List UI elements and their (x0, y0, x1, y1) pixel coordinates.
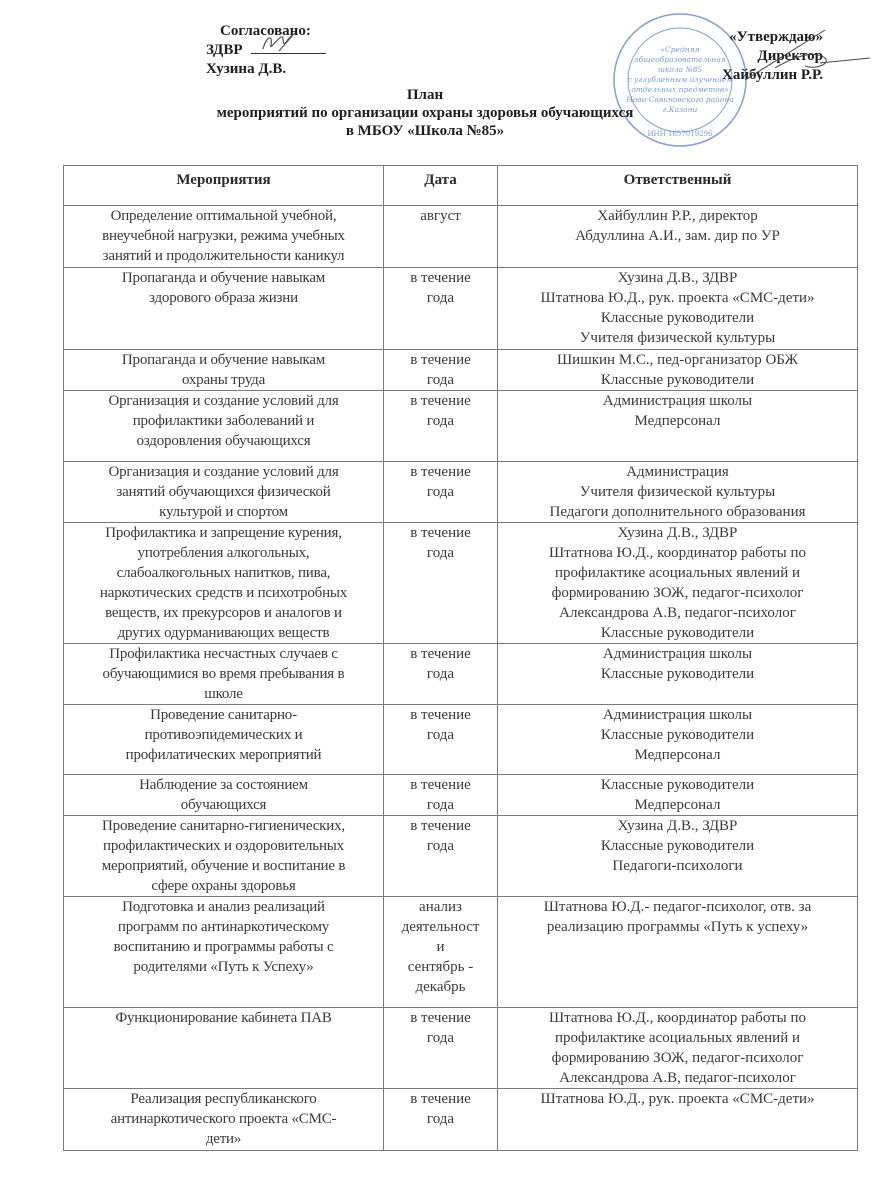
activity-cell-line: Организация и создание условий для (108, 464, 339, 480)
responsible-cell-line: профилактике асоциальных явлений и (554, 565, 801, 581)
activity-cell (64, 206, 384, 268)
responsible-cell-line: Классные руководители (600, 727, 755, 743)
activity-cell (64, 705, 384, 775)
activity-cell-line: Профилактика и запрещение курения, (105, 525, 342, 541)
date-cell-line: года (426, 727, 455, 743)
table-row (64, 644, 858, 705)
activity-cell-line: Профилактика несчастных случаев с (109, 646, 338, 662)
responsible-cell-line: Хузина Д.В., ЗДВР (617, 270, 738, 286)
responsible-cell-line: Штатнова Ю.Д., координатор работы по (548, 545, 807, 561)
date-cell-line: в течение (410, 646, 471, 662)
header-date: Дата (384, 166, 498, 206)
activity-cell-line: Подготовка и анализ реализаций (122, 899, 325, 915)
date-cell-line: в течение (410, 777, 471, 793)
approval-left-position-row (206, 41, 326, 60)
activity-cell-line: Организация и создание условий для (108, 393, 339, 409)
activity-cell-line: занятий и продолжительности каникул (102, 248, 345, 264)
table-body (64, 206, 858, 1151)
date-cell-line: года (426, 484, 455, 500)
responsible-cell-line: формированию ЗОЖ, педагог-психолог (551, 1050, 804, 1066)
date-cell (384, 775, 498, 816)
responsible-cell-line: Педагоги дополнительного образования (549, 504, 806, 520)
signature-icon (735, 28, 875, 88)
header-activities: Мероприятия (64, 166, 384, 206)
approval-right-label: «Утверждаю» (729, 29, 823, 45)
activity-cell-line: школе (204, 686, 243, 702)
stamp-line-6: Ново-Савиновского района (626, 95, 734, 104)
activity-cell-line: родителями «Путь к Успеху» (133, 959, 314, 975)
date-cell (384, 268, 498, 350)
header-responsible: Ответственный (498, 166, 858, 206)
activity-cell-line: обучающихся (180, 797, 267, 813)
responsible-cell-line: Классные руководители (600, 372, 755, 388)
activity-cell-line: мероприятий, обучение и воспитание в (101, 858, 346, 874)
activity-cell-line: занятий обучающихся физической (116, 484, 331, 500)
responsible-cell-line: Учителя физической культуры (579, 484, 776, 500)
responsible-cell (498, 775, 858, 816)
date-cell-line: в течение (410, 1091, 471, 1107)
table-row (64, 462, 858, 523)
title-line-1: План (406, 87, 444, 103)
activity-cell-line: здорового образа жизни (149, 290, 298, 306)
table-row (64, 1008, 858, 1089)
responsible-cell-line: Штатнова Ю.Д.- педагог-психолог, отв. за (543, 899, 812, 915)
responsible-cell (498, 897, 858, 1008)
approval-right-name: Хайбуллин Р.Р. (722, 67, 823, 83)
date-cell-line: декабрь (415, 979, 466, 995)
responsible-cell (498, 1008, 858, 1089)
activity-cell-line: профилактики заболеваний и (132, 413, 315, 429)
activity-cell-line: профилатических мероприятий (125, 747, 322, 763)
date-cell (384, 391, 498, 462)
date-cell (384, 644, 498, 705)
date-cell-line: анализ (419, 899, 462, 915)
approval-block-left (206, 22, 326, 79)
approval-right-position: Директор (757, 48, 823, 64)
activity-cell-line: Проведение санитарно- (150, 707, 297, 723)
activity-cell-line: охраны труда (181, 372, 266, 388)
table-row (64, 391, 858, 462)
date-cell-line: в течение (410, 393, 471, 409)
activity-cell-line: Наблюдение за состоянием (139, 777, 308, 793)
responsible-cell-line: Штатнова Ю.Д., рук. проекта «СМС-дети» (540, 290, 815, 306)
table-row (64, 350, 858, 391)
approval-left-label: Согласовано: (220, 23, 311, 39)
activity-cell-line: профилактических и оздоровительных (103, 838, 344, 854)
date-cell-line: в течение (410, 464, 471, 480)
activity-cell-line: противоэпидемических и (144, 727, 303, 743)
date-cell-line: года (426, 797, 455, 813)
date-cell-line: года (426, 666, 455, 682)
date-cell-line: года (426, 372, 455, 388)
date-cell-line: в течение (410, 1010, 471, 1026)
activity-cell-line: Функционирование кабинета ПАВ (115, 1010, 332, 1026)
responsible-cell-line: Классные руководители (600, 666, 755, 682)
activity-cell (64, 462, 384, 523)
table-header-row (64, 166, 858, 206)
activity-cell-line: культурой и спортом (159, 504, 288, 520)
responsible-cell (498, 462, 858, 523)
date-cell (384, 206, 498, 268)
date-cell (384, 523, 498, 644)
responsible-cell (498, 644, 858, 705)
activity-cell (64, 1008, 384, 1089)
date-cell-line: и (436, 939, 445, 955)
responsible-cell-line: Хузина Д.В., ЗДВР (617, 525, 738, 541)
responsible-cell (498, 206, 858, 268)
activity-cell-line: дети» (205, 1131, 242, 1147)
activity-cell (64, 391, 384, 462)
responsible-cell (498, 268, 858, 350)
date-cell-line: в течение (410, 818, 471, 834)
responsible-cell-line: Администрация школы (602, 393, 753, 409)
responsible-cell-line: Классные руководители (600, 838, 755, 854)
date-cell-line: август (420, 208, 461, 224)
table-row (64, 268, 858, 350)
activity-cell-line: сфере охраны здоровья (151, 878, 296, 894)
activity-cell-line: других одурманивающих веществ (117, 625, 330, 641)
date-cell-line: года (426, 1030, 455, 1046)
stamp-inn: ИНН 1657019296 (647, 130, 713, 138)
responsible-cell-line: Администрация (626, 464, 729, 480)
responsible-cell (498, 1089, 858, 1151)
stamp-line-7: г.Казани (662, 105, 698, 114)
table-row (64, 775, 858, 816)
activity-cell-line: слабоалкогольных напитков, пива, (116, 565, 331, 581)
responsible-cell-line: Медперсонал (634, 797, 721, 813)
date-cell (384, 462, 498, 523)
activity-cell (64, 268, 384, 350)
activity-cell-line: наркотических средств и психотробных (99, 585, 348, 601)
activity-cell (64, 1089, 384, 1151)
date-cell (384, 1089, 498, 1151)
date-cell-line: в течение (410, 525, 471, 541)
responsible-cell-line: Учителя физической культуры (579, 330, 776, 346)
date-cell (384, 897, 498, 1008)
stamp-line-2: общеобразовательная (634, 55, 726, 64)
responsible-cell (498, 350, 858, 391)
responsible-cell-line: формированию ЗОЖ, педагог-психолог (551, 585, 804, 601)
date-cell-line: года (426, 545, 455, 561)
date-cell-line: деятельност (401, 919, 480, 935)
responsible-cell (498, 816, 858, 897)
date-cell-line: в течение (410, 352, 471, 368)
responsible-cell-line: Администрация школы (602, 646, 753, 662)
stamp-line-3: школа №85 (657, 65, 703, 74)
responsible-cell-line: Классные руководители (600, 625, 755, 641)
responsible-cell (498, 705, 858, 775)
responsible-cell-line: Хузина Д.В., ЗДВР (617, 818, 738, 834)
date-cell-line: года (426, 413, 455, 429)
table-row (64, 206, 858, 268)
responsible-cell (498, 391, 858, 462)
activity-cell (64, 816, 384, 897)
date-cell (384, 350, 498, 391)
date-cell-line: года (426, 838, 455, 854)
activity-cell-line: внеучебной нагрузки, режима учебных (102, 228, 345, 244)
activity-cell (64, 350, 384, 391)
activity-cell-line: оздоровления обучающихся (136, 433, 311, 449)
activity-cell-line: Пропаганда и обучение навыкам (121, 270, 326, 286)
activity-cell (64, 897, 384, 1008)
date-cell (384, 1008, 498, 1089)
responsible-cell-line: Хайбуллин Р.Р., директор (597, 208, 758, 224)
responsible-cell-line: Классные руководители (600, 310, 755, 326)
responsible-cell (498, 523, 858, 644)
responsible-cell-line: Абдуллина А.И., зам. дир по УР (575, 228, 780, 244)
responsible-cell-line: Шишкин М.С., пед-организатор ОБЖ (557, 352, 798, 368)
activity-cell-line: программ по антинаркотическому (117, 919, 330, 935)
title-line-2: мероприятий по организации охраны здоровья обучающихся (216, 105, 634, 121)
activity-cell (64, 523, 384, 644)
responsible-cell-line: Администрация школы (602, 707, 753, 723)
signature-line-left (251, 41, 326, 54)
activity-cell-line: Проведение санитарно-гигиенических, (102, 818, 345, 834)
plan-table (63, 165, 858, 1151)
responsible-cell-line: Александрова А.В, педагог-психолог (559, 1070, 796, 1086)
responsible-cell-line: Медперсонал (634, 747, 721, 763)
responsible-cell-line: Александрова А.В, педагог-психолог (559, 605, 796, 621)
responsible-cell-line: Штатнова Ю.Д., координатор работы по (548, 1010, 807, 1026)
stamp-line-1: «Средняя (660, 45, 700, 54)
table-row (64, 1089, 858, 1151)
table-row (64, 523, 858, 644)
activity-cell-line: веществ, их прекурсоров и аналогов и (105, 605, 342, 621)
date-cell-line: сентябрь - (407, 959, 474, 975)
approval-left-position: ЗДВР (206, 42, 243, 58)
approval-left-name: Хузина Д.В. (206, 61, 287, 77)
activity-cell-line: употребления алкогольных, (137, 545, 310, 561)
title-line-3: в МБОУ «Школа №85» (345, 123, 505, 139)
responsible-cell-line: профилактике асоциальных явлений и (554, 1030, 801, 1046)
stamp-line-5: отдельных предметов» (631, 85, 729, 94)
activity-cell-line: воспитанию и программы работы с (113, 939, 334, 955)
table-row (64, 816, 858, 897)
date-cell-line: в течение (410, 707, 471, 723)
responsible-cell-line: Классные руководители (600, 777, 755, 793)
activity-cell-line: Определение оптимальной учебной, (110, 208, 337, 224)
responsible-cell-line: реализацию программы «Путь к успеху» (546, 919, 809, 935)
responsible-cell-line: Педагоги-психологи (612, 858, 743, 874)
date-cell-line: в течение (410, 270, 471, 286)
responsible-cell-line: Медперсонал (634, 413, 721, 429)
signature-icon (259, 31, 299, 55)
date-cell-line: года (426, 1111, 455, 1127)
activity-cell-line: обучающимися во время пребывания в (102, 666, 345, 682)
responsible-cell-line: Штатнова Ю.Д., рук. проекта «СМС-дети» (540, 1091, 815, 1107)
date-cell (384, 705, 498, 775)
activity-cell (64, 644, 384, 705)
activity-cell-line: антинаркотического проекта «СМС- (110, 1111, 337, 1127)
activity-cell-line: Пропаганда и обучение навыкам (121, 352, 326, 368)
stamp-line-4: с углубленным изучением (627, 75, 733, 84)
activity-cell (64, 775, 384, 816)
document-title (200, 86, 650, 140)
date-cell-line: года (426, 290, 455, 306)
table-row (64, 705, 858, 775)
date-cell (384, 816, 498, 897)
activity-cell-line: Реализация республиканского (130, 1091, 317, 1107)
table-row (64, 897, 858, 1008)
